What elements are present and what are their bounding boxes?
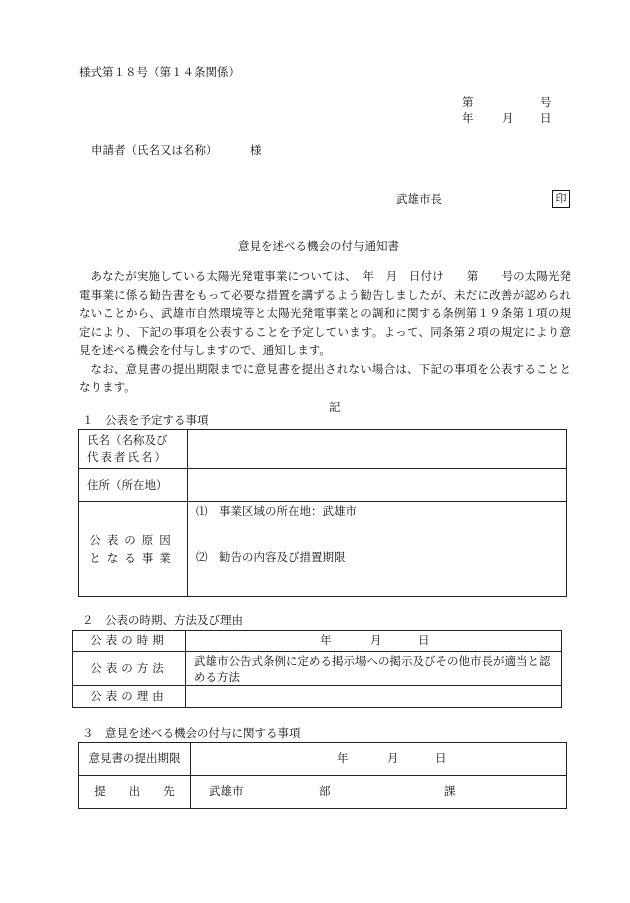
destination-value xyxy=(191,776,567,809)
cause-label-line1: 公表の原因 xyxy=(89,533,177,547)
deadline-day: 日 xyxy=(435,751,447,765)
doc-number-go: 号 xyxy=(540,95,552,109)
address-value xyxy=(188,469,567,502)
timing-label: 公表の時期 xyxy=(73,631,186,652)
name-label xyxy=(79,430,188,469)
table-row xyxy=(79,502,567,597)
section1-table xyxy=(78,429,567,597)
seal-mark: 印 xyxy=(552,190,570,208)
section3-table xyxy=(78,742,567,809)
reason-label: 公表の理由 xyxy=(73,686,186,708)
table-row xyxy=(79,776,567,809)
cause-label-line2: となる事業 xyxy=(89,551,177,565)
doc-date-day: 日 xyxy=(540,111,552,125)
table-row xyxy=(79,469,567,502)
deadline-value xyxy=(191,743,567,776)
name-label-line2: 代表者氏名） xyxy=(87,450,168,464)
body-paragraph-1: あなたが実施している太陽光発電事業については、 年 月 日付け 第 号の太陽光発電事業に係る勧告書をもって必要な措置を講ずるよう勧告しましたが、未だに改善が認められないことから、武雄市自然環境等と太陽光発電事業との調和に関する条例第１９条第１項の規定により、下記の事項を公表することを予定しています。よって、同条第２項の規定により意見を述べる機会を付与しますので、通知します。 xyxy=(79,269,571,357)
destination-bu: 部 xyxy=(319,784,331,798)
cause-item-1: ⑴ 事業区域の所在地：武雄市 xyxy=(196,504,357,518)
method-value: 武雄市公告式条例に定める掲示場への掲示及びその他市長が適当と認める方法 xyxy=(186,652,562,686)
document-title: 意見を述べる機会の付与通知書 xyxy=(238,239,399,253)
destination-label: 提 出 先 xyxy=(79,776,191,809)
section2-table xyxy=(72,630,562,708)
cause-label xyxy=(79,502,188,597)
body-text xyxy=(79,267,571,397)
cause-item-2: ⑵ 勧告の内容及び措置期限 xyxy=(196,550,346,564)
cause-items xyxy=(188,502,567,597)
table-row xyxy=(79,743,567,776)
ki-heading: 記 xyxy=(329,400,341,414)
applicant-label: 申請者（氏名又は名称） xyxy=(91,143,218,157)
section3-heading: ３ 意見を述べる機会の付与に関する事項 xyxy=(82,726,301,740)
table-row xyxy=(79,430,567,469)
section1-heading: １ 公表を予定する事項 xyxy=(82,413,209,427)
doc-date-month: 月 xyxy=(502,111,514,125)
table-row xyxy=(73,686,562,708)
name-label-line1: 氏名（名称及び xyxy=(87,433,168,447)
doc-number-dai: 第 xyxy=(462,95,474,109)
reason-value xyxy=(186,686,562,708)
section2-heading: ２ 公表の時期、方法及び理由 xyxy=(82,613,243,627)
deadline-month: 月 xyxy=(387,751,399,765)
destination-city: 武雄市 xyxy=(209,784,244,798)
issuer-name: 武雄市長 xyxy=(396,192,442,206)
body-paragraph-2: なお、意見書の提出期限までに意見書を提出されない場合は、下記の事項を公表することとなります。 xyxy=(79,361,571,394)
destination-ka: 課 xyxy=(444,784,456,798)
doc-date-year: 年 xyxy=(462,111,474,125)
timing-year: 年 xyxy=(320,633,332,647)
form-number: 様式第１８号（第１４条関係） xyxy=(79,65,240,79)
applicant-honorific: 様 xyxy=(250,143,262,157)
name-value xyxy=(188,430,567,469)
address-label: 住所（所在地） xyxy=(79,469,188,502)
deadline-label: 意見書の提出期限 xyxy=(79,743,191,776)
table-row xyxy=(73,652,562,686)
method-label: 公表の方法 xyxy=(73,652,186,686)
timing-day: 日 xyxy=(418,633,430,647)
timing-month: 月 xyxy=(370,633,382,647)
timing-value xyxy=(186,631,562,652)
table-row xyxy=(73,631,562,652)
deadline-year: 年 xyxy=(337,751,349,765)
